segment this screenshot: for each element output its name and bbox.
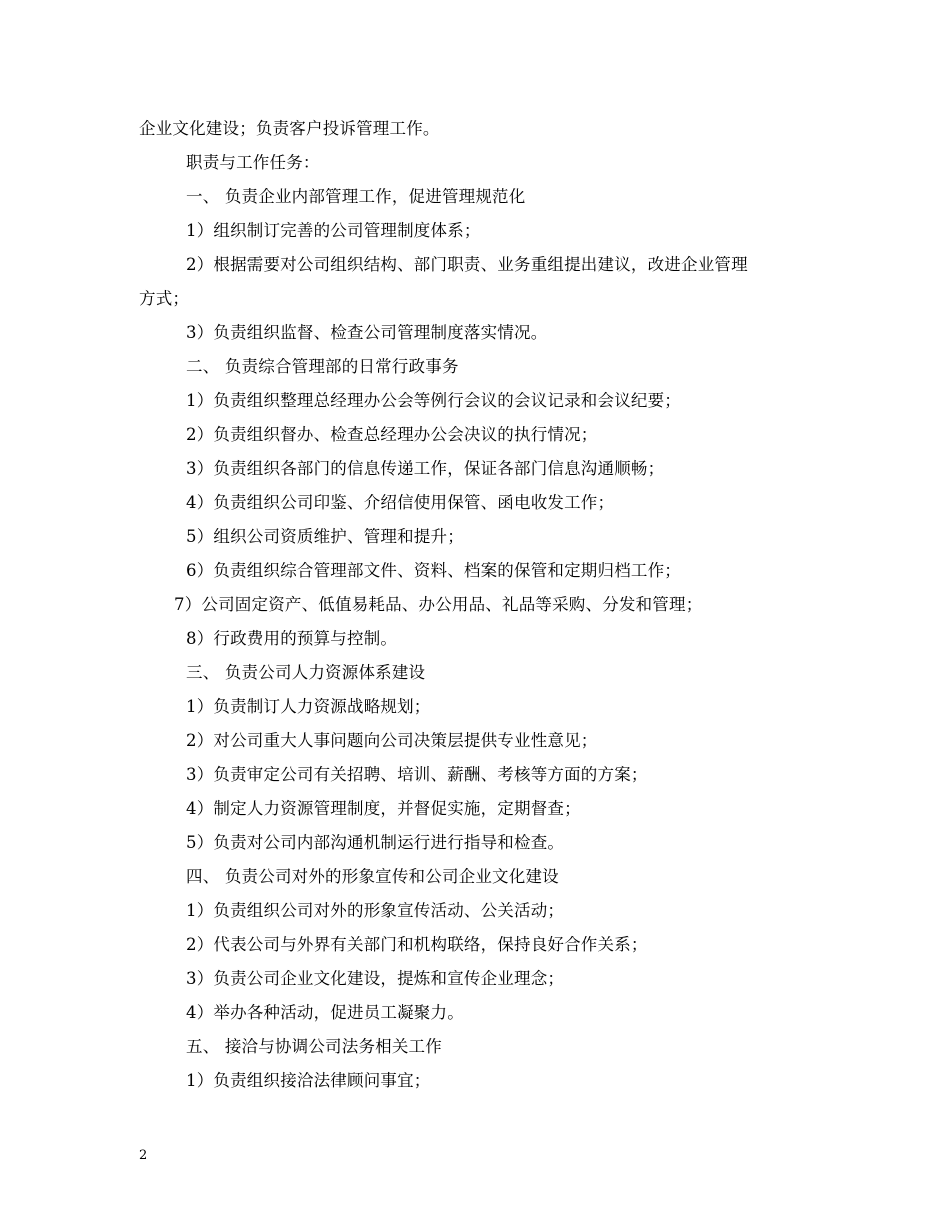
text-line: 企业文化建设；负责客户投诉管理工作。 <box>139 119 440 138</box>
list-item: 3）负责公司企业文化建设，提炼和宣传企业理念； <box>186 969 565 988</box>
list-item: 1）负责组织接洽法律顾问事宜； <box>186 1071 431 1090</box>
section-heading: 二、 负责综合管理部的日常行政事务 <box>186 357 459 376</box>
list-item: 4）举办各种活动，促进员工凝聚力。 <box>186 1003 464 1022</box>
list-item: 3）负责组织监督、检查公司管理制度落实情况。 <box>186 323 548 342</box>
section-heading: 四、 负责公司对外的形象宣传和公司企业文化建设 <box>186 867 559 886</box>
section-heading: 五、 接洽与协调公司法务相关工作 <box>186 1037 442 1056</box>
list-item: 5）负责对公司内部沟通机制运行进行指导和检查。 <box>186 833 565 852</box>
list-item: 8）行政费用的预算与控制。 <box>186 629 398 648</box>
list-item: 7）公司固定资产、低值易耗品、办公用品、礼品等采购、分发和管理； <box>174 595 703 614</box>
list-item: 3）负责组织各部门的信息传递工作，保证各部门信息沟通顺畅； <box>186 459 665 478</box>
list-item: 2）对公司重大人事问题向公司决策层提供专业性意见； <box>186 731 598 750</box>
text-line: 方式； <box>139 289 190 308</box>
list-item: 4）制定人力资源管理制度，并督促实施，定期督查； <box>186 799 581 818</box>
list-item: 2）代表公司与外界有关部门和机构联络，保持良好合作关系； <box>186 935 648 954</box>
list-item: 2）根据需要对公司组织结构、部门职责、业务重组提出建议，改进企业管理 <box>186 255 748 274</box>
list-item: 2）负责组织督办、检查总经理办公会决议的执行情况； <box>186 425 598 444</box>
section-heading: 职责与工作任务： <box>186 153 320 172</box>
list-item: 1）负责组织公司对外的形象宣传活动、公关活动； <box>186 901 565 920</box>
list-item: 1）负责组织整理总经理办公会等例行会议的会议记录和会议纪要； <box>186 391 681 410</box>
list-item: 6）负责组织综合管理部文件、资料、档案的保管和定期归档工作； <box>186 561 681 580</box>
list-item: 4）负责组织公司印鉴、介绍信使用保管、函电收发工作； <box>186 493 615 512</box>
list-item: 3）负责审定公司有关招聘、培训、薪酬、考核等方面的方案； <box>186 765 648 784</box>
section-heading: 三、 负责公司人力资源体系建设 <box>186 663 426 682</box>
list-item: 1）负责制订人力资源战略规划； <box>186 697 431 716</box>
list-item: 5）组织公司资质维护、管理和提升； <box>186 527 464 546</box>
list-item: 1）组织制订完善的公司管理制度体系； <box>186 221 481 240</box>
section-heading: 一、 负责企业内部管理工作，促进管理规范化 <box>186 187 526 206</box>
page-number: 2 <box>139 1148 148 1163</box>
